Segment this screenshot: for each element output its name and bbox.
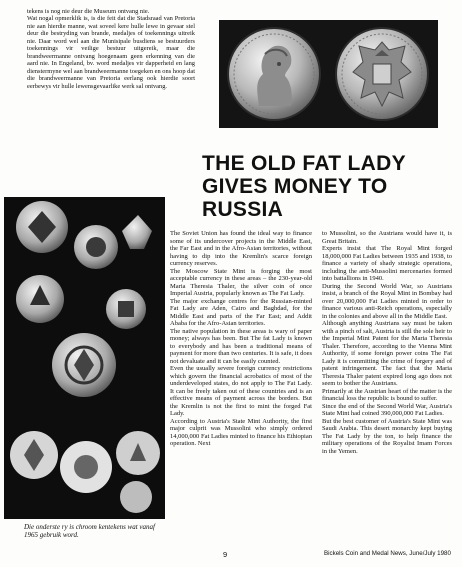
fire-brigade-badges-image bbox=[4, 197, 165, 519]
photo-caption: Die onderste ry is chroom kentekens wat vanaf 1965 gebruik word. bbox=[24, 523, 155, 539]
col2-paragraph-7: But the best customer of Austria's State Mint was Saudi Arabia. This desert monarchy kept buying The Fat Lady by the ton, to help finance the military operations of the Royalist Imam Forces in the Yemen. bbox=[322, 417, 452, 455]
afrikaans-paragraph-2: Wat nogal opmerklik is, is die feit dat die Stadsraad van Pretoria nie aan hierdie manne, wat soveel kere hulle lewe in gevaar stel deur die bestryding van brande, medaljes of toekennings uitreik nie. Daar word wel aan die Munisipale busdiens se bestuurders toekennings vir veilige bestuur uitgereik, maar die brandweermanne ontvang hoegenaam geen erkenning van die aard nie. In Engeland, bv. word medaljes vir dapperheid en lang dienstermyne wel aan brandweermanne toegeken en ons hoop dat die brandweermanne van Pretoria eerlang ook hierdie soort eerbewys vir hulle lewensgevaarlike werk sal ontvang. bbox=[27, 15, 195, 90]
afrikaans-text-column bbox=[27, 8, 195, 90]
col2-paragraph-4: Although anything Austrians say must be taken with a pinch of salt, Austria is still the sole heir to the Imperial Mint Patent for the Maria Theresia Thaler. Therefore, according to the Vienna Mint Authority, if some foreign power coins The Fat Lady it is committing the crime of forgery and of patent infringement. The fact that the Maria Theresia Thaler patent expired long ago does not seem to bother the Austrians. bbox=[322, 320, 452, 387]
page-number: 9 bbox=[223, 550, 228, 559]
badges-photo bbox=[4, 197, 165, 519]
chrome-badge-left bbox=[10, 431, 58, 479]
badge-center-large bbox=[52, 333, 116, 397]
thaler-coins-image bbox=[219, 20, 438, 128]
badge-top-left bbox=[16, 201, 68, 253]
col1-paragraph-2: The Moscow State Mint is forging the most acceptable currency in these areas – the 230-year-old Maria Theresia Thaler, the silver coin of once Imperial Austria, popularly known as The Fat Lady. bbox=[170, 267, 312, 297]
col2-paragraph-6: Since the end of the Second World War, Austria's State Mint had coined 390,000,000 Fat Ladies. bbox=[322, 402, 452, 417]
col2-paragraph-5: Primarily at the Austrian heart of the matter is the financial loss the republic is bound to suffer. bbox=[322, 387, 452, 402]
thaler-reverse-coin bbox=[336, 28, 428, 120]
chrome-badge-center bbox=[60, 441, 112, 493]
badge-middle-right bbox=[106, 289, 146, 329]
col2-paragraph-1: to Mussolini, so the Austrians would have it, is Great Britain. bbox=[322, 230, 452, 245]
article-column-2 bbox=[322, 230, 452, 455]
col1-paragraph-6: According to Austria's State Mint Authority, the first major culprit was Mussolini who simply ordered 14,000,000 Fat Ladies minted to finance his Ethiopian operation. Next bbox=[170, 417, 312, 447]
col1-paragraph-5: Even the usually severe foreign currency restrictions which govern the financial acrobatics of most of the underdeveloped states, do not apply to The Fat Lady. It can be freely taken out of these countries and is an effective means of payment across the borders. But the Kremlin is not the first to mint the forged Fat Lady. bbox=[170, 365, 312, 417]
badge-top-center bbox=[74, 225, 118, 269]
col1-paragraph-3: The major exchange centres for the Russian-minted Fat Lady are Aden, Cairo and Baghdad, for the Middle East and parts of the Far East; and Addit Ababa for the Afro-Asian territories. bbox=[170, 297, 312, 327]
badge-middle-left bbox=[16, 275, 64, 323]
col1-paragraph-4: The native population in these areas is wary of paper money; always has been. But The fat Lady is known to everybody and has been a traditional means of payment for more than two centuries. It is safe, it does not devaluate and it can be easily counted. bbox=[170, 327, 312, 365]
col2-paragraph-2: Experts insist that The Royal Mint forged 18,000,000 Fat Ladies between 1935 and 1938, to finance a variety of shady strategic operations, including the anti-Mussolini mercenaries formed into battallions in 1940. bbox=[322, 245, 452, 282]
thaler-obverse-coin bbox=[228, 28, 320, 120]
thaler-coins-photo bbox=[219, 20, 438, 128]
chrome-badge-bottom bbox=[120, 481, 152, 513]
publication-source: Bickels Coin and Medal News, June/July 1980 bbox=[324, 550, 451, 557]
article-column-1 bbox=[170, 230, 312, 448]
afrikaans-paragraph-1: tekens is nog nie deur die Museum ontvang nie. bbox=[27, 8, 150, 15]
col1-paragraph-1: The Soviet Union has found the ideal way to finance some of its undercover projects in the Middle East, the Far East and in the Afro-Asian territories, without having to dip into the Kremlin's scarce foreign currency reserves. bbox=[170, 230, 312, 267]
col2-paragraph-3: During the Second World War, so Austrians insist, a branch of the Royal Mint in Bombay had over 20,000,000 Fat Ladies minted in order to finance various anti-Reich operations, especially in the colonies and above all in the Middle East. bbox=[322, 282, 452, 320]
chrome-badge-right bbox=[116, 431, 160, 475]
article-headline: THE OLD FAT LADY GIVES MONEY TO RUSSIA bbox=[202, 152, 406, 221]
